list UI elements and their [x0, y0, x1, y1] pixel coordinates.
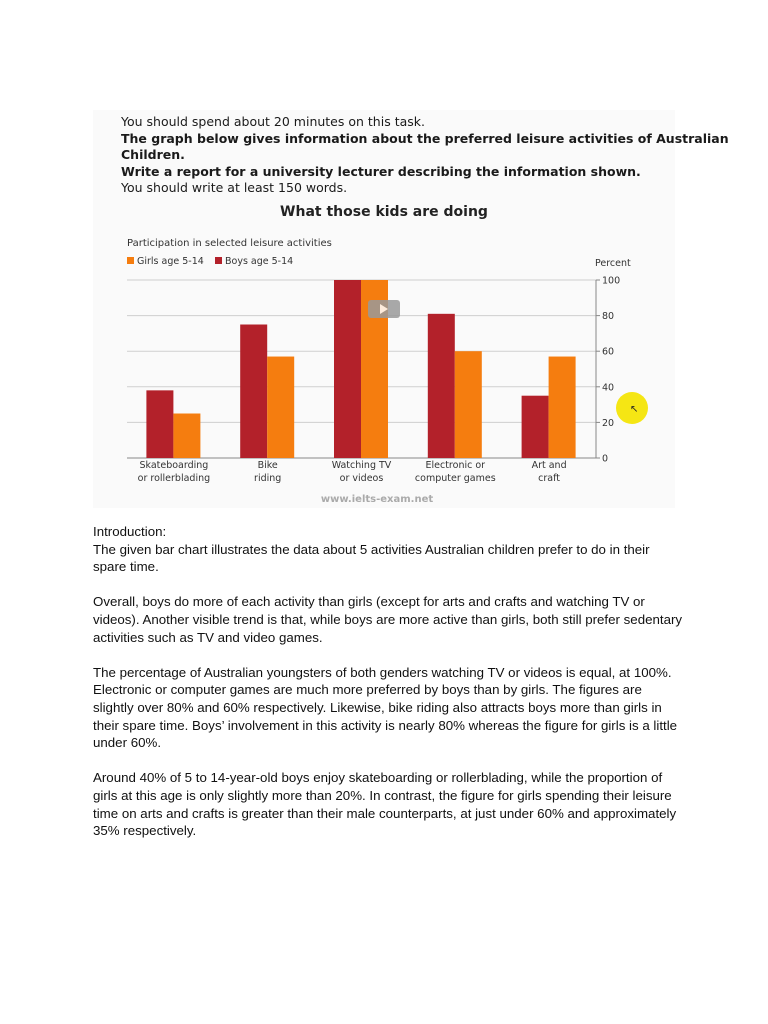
x-tick-label: or videos — [339, 473, 384, 484]
chart-title: What those kids are doing — [280, 204, 488, 220]
legend-label: Boys age 5-14 — [225, 256, 294, 267]
task-word-count: You should write at least 150 words. — [121, 180, 348, 195]
bar-girls — [267, 357, 294, 458]
x-tick-label: Watching TV — [331, 460, 392, 471]
bar-boys — [240, 325, 267, 459]
x-tick-label: Skateboarding — [139, 460, 209, 471]
essay-article — [93, 523, 683, 857]
y-tick-label: 40 — [602, 382, 615, 394]
task-report-instruction: Write a report for a university lecturer describing the information shown. — [121, 164, 641, 179]
body-paragraph-1: The percentage of Australian youngsters of both genders watching TV or videos is equal, at 100%. Electronic or computer games are much more preferred by boys than by girls. The figures are slightly over 80% and 60% respectively. Likewise, bike riding also attracts boys more than girls in their spare time. Boys’ involvement in this activity is nearly 80% whereas the figure for girls is a little under 60%. — [93, 664, 678, 751]
intro-body: The given bar chart illustrates the data about 5 activities Australian children prefer to do in their spare time. — [93, 541, 650, 575]
body-paragraph-2: Around 40% of 5 to 14-year-old boys enjoy skateboarding or rollerblading, while the proportion of girls at this age is only slightly more than 20%. In contrast, the figure for girls spending their leisure time on arts and crafts is greater than their male counterparts, at just under 60% and approximately 35% respectively. — [93, 770, 677, 839]
task-time-instruction: You should spend about 20 minutes on this task. — [121, 114, 425, 129]
legend-label: Girls age 5-14 — [137, 256, 204, 267]
task-description: The graph below gives information about the preferred leisure activities of Australian — [121, 131, 729, 146]
bar-girls — [455, 351, 482, 458]
overview-paragraph: Overall, boys do more of each activity than girls (except for arts and crafts and watching TV or videos). Another visible trend is that, while boys are more active than girls, both still prefer sedentary activities such as TV and video games. — [93, 594, 683, 645]
task-description-cont: Children. — [121, 147, 185, 162]
bar-boys — [522, 396, 549, 458]
bar-boys — [334, 280, 361, 458]
intro-heading: Introduction: — [93, 524, 167, 539]
x-tick-label: craft — [538, 473, 561, 484]
x-tick-label: Electronic or — [425, 460, 486, 471]
bar-girls — [549, 357, 576, 458]
y-axis-label: Percent — [595, 258, 631, 269]
y-axis-ticks — [602, 276, 620, 465]
intro-paragraph — [93, 523, 683, 576]
x-tick-label: or rollerblading — [137, 473, 211, 484]
y-tick-label: 0 — [602, 453, 609, 465]
play-button[interactable] — [368, 300, 400, 318]
bar-boys — [428, 314, 455, 458]
bar-boys — [146, 390, 173, 458]
y-tick-label: 60 — [602, 346, 615, 358]
x-tick-label: computer games — [414, 473, 496, 484]
chart-source: www.ielts-exam.net — [320, 494, 434, 505]
x-axis-labels — [138, 460, 567, 484]
x-tick-label: riding — [254, 473, 282, 484]
bar-girls — [173, 414, 200, 459]
legend-swatch — [215, 257, 222, 264]
y-tick-label: 80 — [602, 311, 615, 323]
play-icon — [380, 304, 388, 314]
legend-swatch — [127, 257, 134, 264]
y-tick-label: 100 — [602, 275, 621, 287]
chart-subtitle: Participation in selected leisure activities — [127, 238, 332, 249]
chart-legend — [127, 256, 293, 267]
x-tick-label: Bike — [257, 460, 278, 471]
y-tick-label: 20 — [602, 417, 615, 429]
cursor-arrow-icon: ↖ — [630, 404, 639, 415]
x-tick-label: Art and — [531, 460, 567, 471]
chart-bars — [146, 280, 575, 458]
